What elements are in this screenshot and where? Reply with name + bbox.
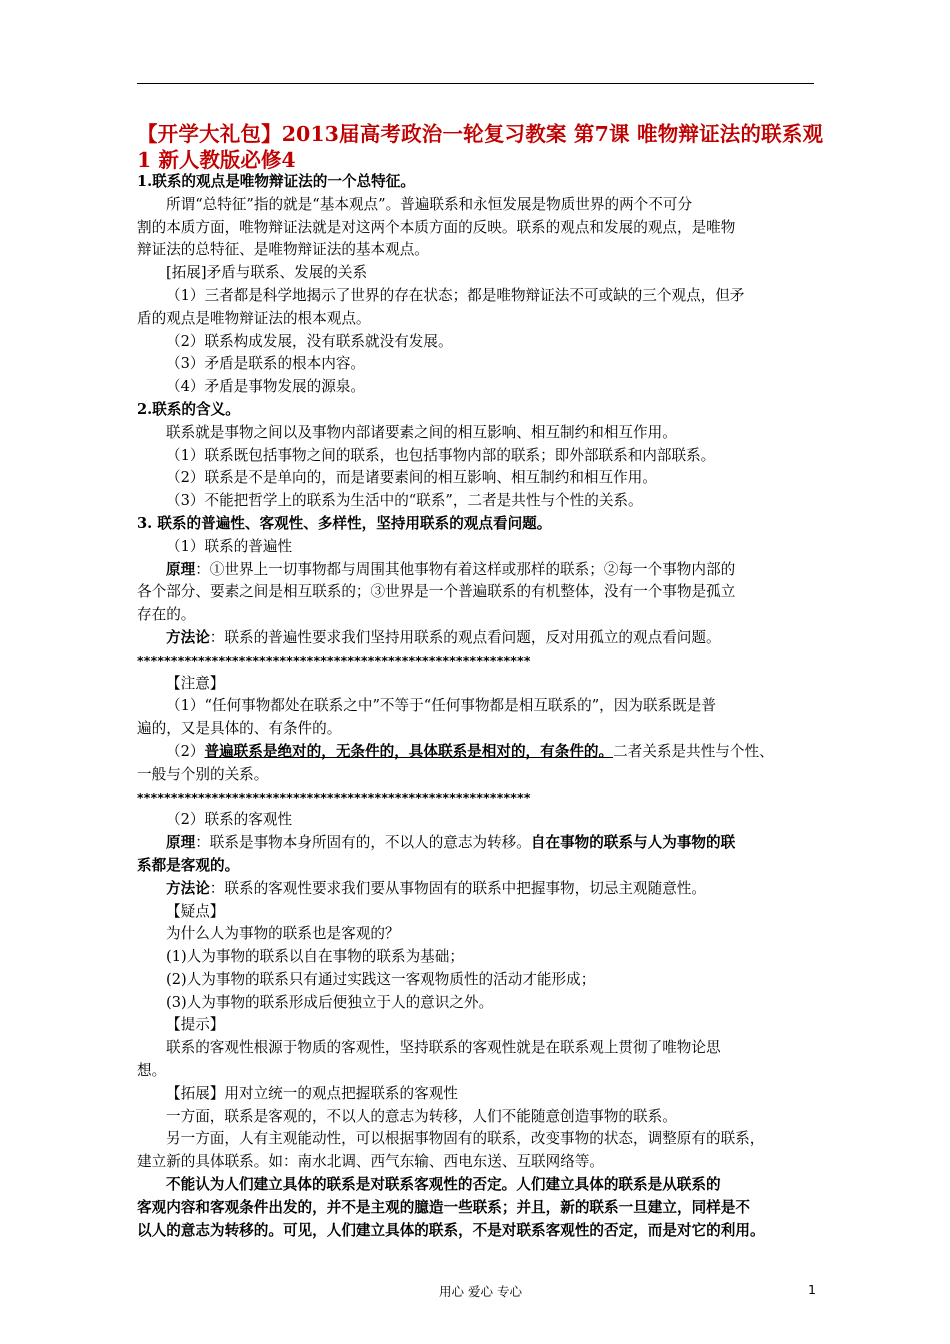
principle-line: 各个部分、要素之间是相互联系的；③世界是一个普遍联系的有机整体，没有一个事物是孤立 bbox=[137, 583, 736, 601]
section-3-heading: 3. 联系的普遍性、客观性、多样性，坚持用联系的观点看问题。 bbox=[137, 514, 552, 532]
extension-label: 【拓展】用对立统一的观点把握联系的客观性 bbox=[166, 1084, 458, 1102]
list-item: （3）矛盾是联系的根本内容。 bbox=[166, 355, 366, 373]
conclusion-line: 不能认为人们建立具体的联系是对联系客观性的否定。人们建立具体的联系是从联系的 bbox=[166, 1176, 721, 1194]
page-number: 1 bbox=[808, 1282, 816, 1297]
note-line bbox=[137, 741, 827, 764]
principle-line bbox=[137, 832, 827, 855]
note-2-rest: 二者关系是共性与个性、 bbox=[613, 742, 774, 760]
hint-label: 【提示】 bbox=[166, 1016, 225, 1034]
conclusion-line: 客观内容和客观条件出发的，并不是主观的臆造一些联系；并且，新的联系一旦建立，同样是不 bbox=[137, 1198, 750, 1216]
note-line: 遍的，又是具体的、有条件的。 bbox=[137, 720, 342, 738]
subsection-universality: （1）联系的普遍性 bbox=[166, 537, 293, 555]
extension-line: 一方面，联系是客观的，不以人的意志为转移，人们不能随意创造事物的联系。 bbox=[166, 1107, 677, 1125]
hint-line: 联系的客观性根源于物质的客观性，坚持联系的客观性就是在联系观上贯彻了唯物论思 bbox=[166, 1039, 721, 1057]
list-item-continued: 盾的观点是唯物辩证法的根本观点。 bbox=[137, 309, 371, 327]
paragraph-line: 联系就是事物之间以及事物内部诸要素之间的相互影响、相互制约和相互作用。 bbox=[166, 423, 677, 441]
principle-line bbox=[137, 559, 827, 582]
hint-line: 想。 bbox=[137, 1062, 167, 1080]
method-label: 方法论 bbox=[166, 879, 210, 897]
doubt-label: 【疑点】 bbox=[166, 902, 225, 920]
note-line: 一般与个别的关系。 bbox=[137, 765, 269, 783]
doubt-line: (1)人为事物的联系以自在事物的联系为基础； bbox=[166, 948, 464, 966]
paragraph-line: 辩证法的总特征、是唯物辩证法的基本观点。 bbox=[137, 241, 429, 259]
doubt-line: (3)人为事物的联系形成后便独立于人的意识之外。 bbox=[166, 993, 494, 1011]
star-divider: ********************************************************** bbox=[137, 789, 531, 805]
subsection-objectivity: （2）联系的客观性 bbox=[166, 811, 293, 829]
list-item: （1）三者都是科学地揭示了世界的存在状态；都是唯物辩证法不可或缺的三个观点，但矛 bbox=[166, 286, 745, 304]
method-text: ：联系的客观性要求我们要从事物固有的联系中把握事物，切忌主观随意性。 bbox=[209, 879, 706, 897]
principle-emphasis: 系都是客观的。 bbox=[137, 856, 240, 874]
footer-motto: 用心 爱心 专心 bbox=[439, 1284, 522, 1299]
extension-line: 另一方面，人有主观能动性，可以根据事物固有的联系，改变事物的状态，调整原有的联系， bbox=[166, 1130, 765, 1148]
list-item: （4）矛盾是事物发展的源泉。 bbox=[166, 378, 366, 396]
paragraph-line: 所谓“总特征”指的就是“基本观点”。普遍联系和永恒发展是物质世界的两个不可分 bbox=[166, 195, 693, 213]
principle-label: 原理 bbox=[166, 834, 196, 852]
principle-label: 原理 bbox=[166, 560, 196, 578]
method-line bbox=[137, 627, 827, 650]
note-2-emphasis: 普遍联系是绝对的，无条件的，具体联系是相对的，有条件的。 bbox=[204, 742, 614, 760]
principle-text: ：联系是事物本身所固有的，不以人的意志为转移。 bbox=[195, 834, 531, 852]
extension-label: [拓展]矛盾与联系、发展的关系 bbox=[166, 264, 368, 282]
section-2-heading: 2.联系的含义。 bbox=[137, 400, 240, 418]
conclusion-line: 以人的意志为转移的。可见，人们建立具体的联系，不是对联系客观性的否定，而是对它的利用。 bbox=[137, 1221, 765, 1239]
list-item: （3）不能把哲学上的联系为生活中的“联系”，二者是共性与个性的关系。 bbox=[166, 492, 643, 510]
principle-emphasis: 自在事物的联系与人为事物的联 bbox=[530, 834, 736, 852]
note-2-prefix: （2） bbox=[166, 742, 205, 760]
note-line: （1）“任何事物都处在联系之中”不等于“任何事物都是相互联系的”，因为联系既是普 bbox=[166, 697, 716, 715]
list-item: （1）联系既包括事物之间的联系，也包括事物内部的联系；即外部联系和内部联系。 bbox=[166, 446, 716, 464]
principle-line: 存在的。 bbox=[137, 606, 196, 624]
list-item: （2）联系构成发展，没有联系就没有发展。 bbox=[166, 332, 453, 350]
doubt-line: 为什么人为事物的联系也是客观的？ bbox=[166, 925, 400, 943]
header-rule bbox=[137, 83, 814, 84]
list-item: （2）联系是不是单向的，而是诸要素间的相互影响、相互制约和相互作用。 bbox=[166, 469, 657, 487]
star-divider: ********************************************************** bbox=[137, 652, 531, 668]
note-label: 【注意】 bbox=[166, 674, 225, 692]
document-title: 【开学大礼包】2013届高考政治一轮复习教案 第7课 唯物辩证法的联系观1 新人教版必修4 bbox=[137, 122, 823, 172]
doubt-line: (2)人为事物的联系只有通过实践这一客观物质性的活动才能形成； bbox=[166, 970, 596, 988]
paragraph-line: 割的本质方面，唯物辩证法就是对这两个本质方面的反映。联系的观点和发展的观点，是唯物 bbox=[137, 218, 736, 236]
method-text: ：联系的普遍性要求我们坚持用联系的观点看问题，反对用孤立的观点看问题。 bbox=[209, 628, 721, 646]
principle-text: ：①世界上一切事物都与周围其他事物有着这样或那样的联系；②每一个事物内部的 bbox=[195, 560, 736, 578]
section-1-heading: 1.联系的观点是唯物辩证法的一个总特征。 bbox=[137, 173, 415, 190]
method-label: 方法论 bbox=[166, 628, 210, 646]
extension-line: 建立新的具体联系。如：南水北调、西气东输、西电东送、互联网络等。 bbox=[137, 1153, 605, 1171]
method-line bbox=[137, 878, 827, 901]
document-body bbox=[137, 171, 827, 1242]
